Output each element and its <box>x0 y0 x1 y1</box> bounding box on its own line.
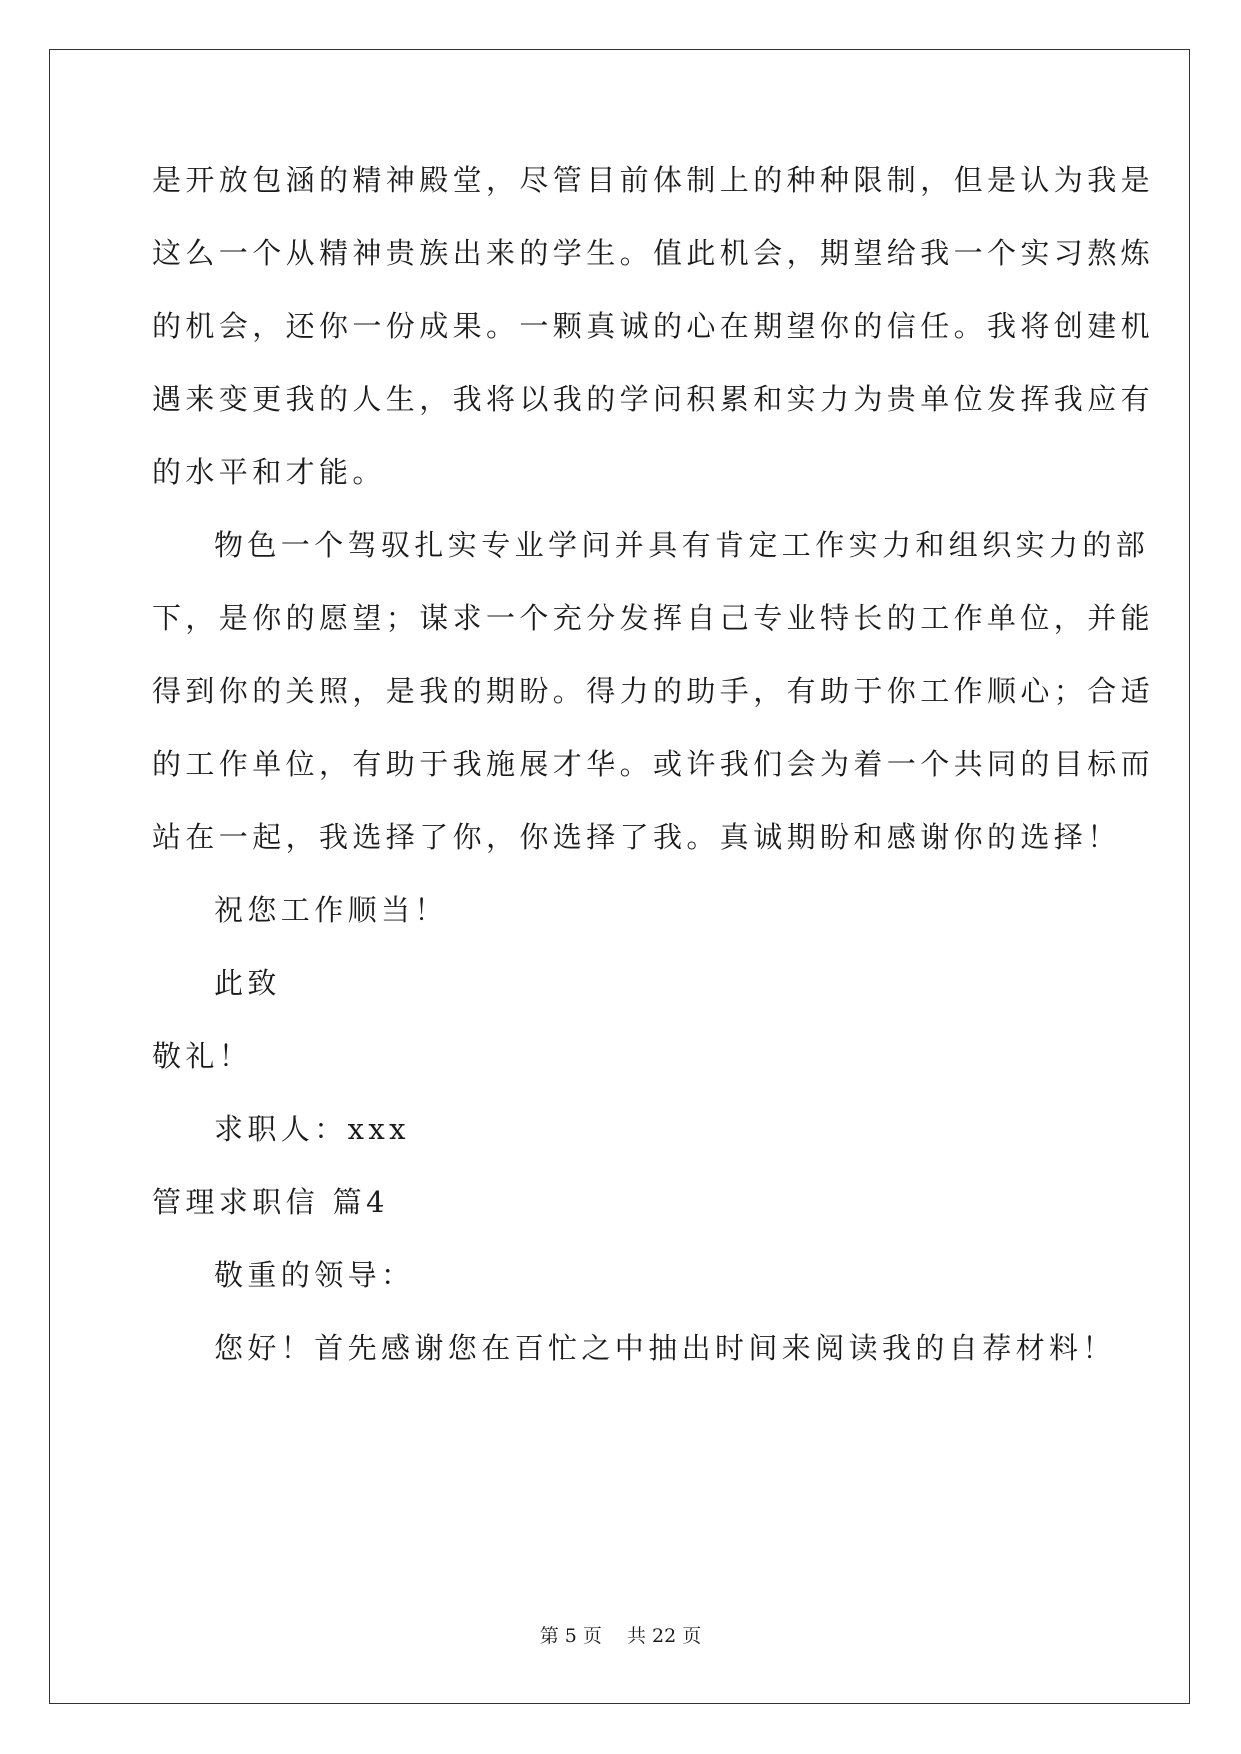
salutation-regards: 敬礼！ <box>152 1039 253 1073</box>
paragraph-line: 您好！首先感谢您在百忙之中抽出时间来阅读我的自荐材料！ <box>214 1331 1116 1365</box>
paragraph-line: 的工作单位，有助于我施展才华。或许我们会为着一个共同的目标而 <box>152 747 1155 781</box>
greeting-line: 敬重的领导： <box>214 1258 415 1292</box>
paragraph-line: 下，是你的愿望；谋求一个充分发挥自己专业特长的工作单位，并能 <box>152 601 1155 635</box>
paragraph-line: 得到你的关照，是我的期盼。得力的助手，有助于你工作顺心；合适 <box>152 674 1155 708</box>
paragraph-line: 遇来变更我的人生，我将以我的学问积累和实力为贵单位发挥我应有 <box>152 382 1155 416</box>
paragraph-line: 物色一个驾驭扎实专业学问并具有肯定工作实力和组织实力的部 <box>214 528 1150 562</box>
paragraph-line: 这么一个从精神贵族出来的学生。值此机会，期望给我一个实习熬炼 <box>152 236 1155 270</box>
section-heading: 管理求职信 篇4 <box>152 1185 389 1219</box>
signature-line: 求职人：xxx <box>214 1112 410 1146</box>
paragraph-line: 是开放包涵的精神殿堂，尽管目前体制上的种种限制，但是认为我是 <box>152 163 1155 197</box>
paragraph-line: 的水平和才能。 <box>152 455 386 489</box>
paragraph-line: 的机会，还你一份成果。一颗真诚的心在期望你的信任。我将创建机 <box>152 309 1155 343</box>
salutation-closing: 此致 <box>214 966 281 1000</box>
closing-wish: 祝您工作顺当！ <box>214 893 448 927</box>
page-number-footer: 第 5 页 共 22 页 <box>539 1625 702 1647</box>
paragraph-line: 站在一起，我选择了你，你选择了我。真诚期盼和感谢你的选择！ <box>152 820 1121 854</box>
page-border <box>49 49 1190 1704</box>
